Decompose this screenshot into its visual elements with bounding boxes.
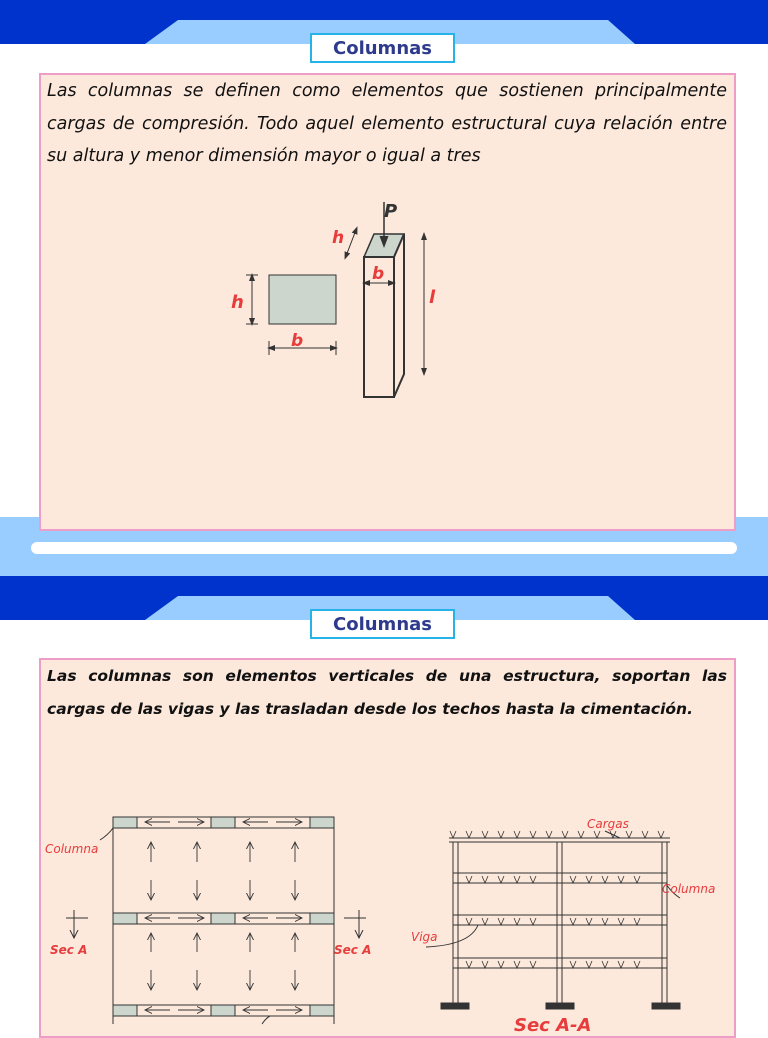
load-label: P: [384, 201, 398, 222]
frame-column-label: Columna: [662, 882, 716, 896]
plan-column-label: Columna: [45, 842, 99, 856]
description-paragraph: Las columnas son elementos verticales de una estructura, soportan las cargas de las vigas y las trasladan desde los techos hasta la cimentación.: [47, 667, 727, 718]
loads-label: Cargas: [587, 817, 629, 831]
definition-paragraph: Las columnas se definen como elementos que sostienen principalmente cargas de compresión. Todo aquel elemento estructural cuya relación entre su altura y menor dimensión mayor o igual a tres: [47, 81, 727, 166]
plan-view: [66, 817, 366, 1024]
frame-elevation: [426, 831, 680, 1009]
beam-label: Viga: [411, 930, 438, 944]
top-width-label: b: [372, 264, 385, 284]
top-height-label: h: [332, 228, 345, 248]
section-mark-left: Sec A: [50, 943, 88, 957]
section-mark-right: Sec A: [334, 943, 372, 957]
length-label: l: [429, 287, 436, 308]
section-width-label: b: [291, 331, 304, 351]
slide-title: Columnas: [310, 609, 455, 639]
section-title: Sec A-A: [514, 1015, 592, 1036]
section-height-label: h: [231, 292, 244, 313]
slide-title: Columnas: [310, 33, 455, 63]
